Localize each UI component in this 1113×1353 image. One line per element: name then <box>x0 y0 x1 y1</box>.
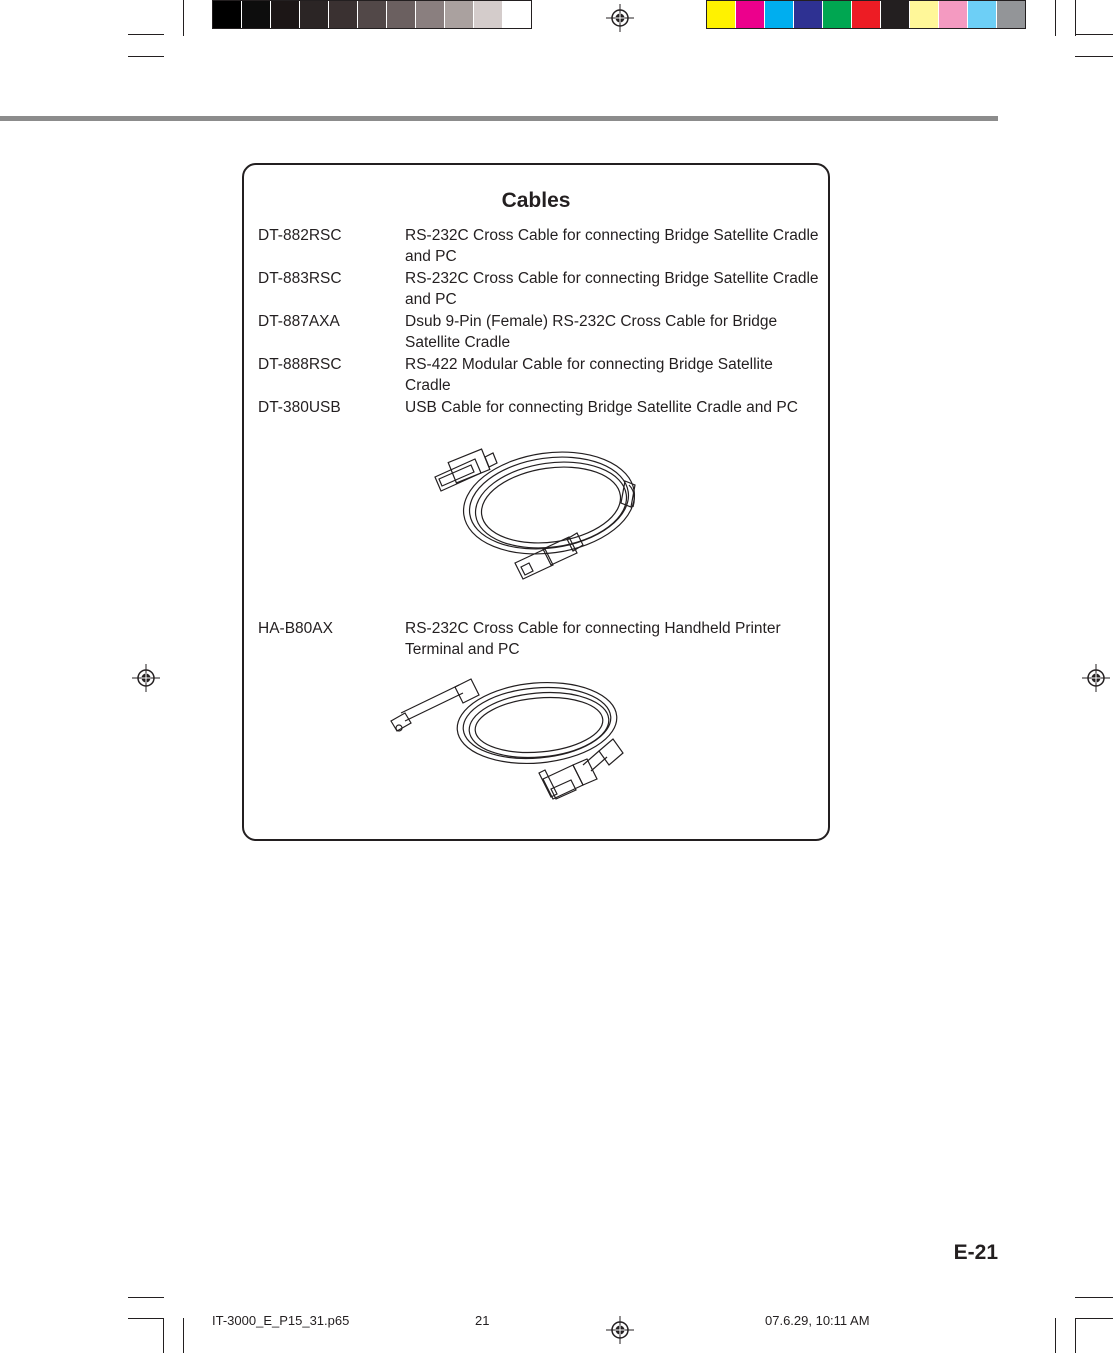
crop-mark <box>1075 1318 1113 1319</box>
color-swatch <box>997 1 1025 28</box>
crop-mark <box>128 56 164 57</box>
color-bar <box>706 0 1026 29</box>
model-description: RS-422 Modular Cable for connecting Bridge Satellite Cradle <box>405 356 773 395</box>
color-swatch <box>707 1 736 28</box>
color-swatch <box>823 1 852 28</box>
header-rule <box>0 116 998 121</box>
crop-mark <box>1055 1318 1056 1353</box>
model-description: USB Cable for connecting Bridge Satellite Cradle and PC <box>405 399 798 416</box>
footer-filename: IT-3000_E_P15_31.p65 <box>212 1313 350 1328</box>
registration-target-icon <box>606 1316 634 1344</box>
registration-target-icon <box>1082 664 1110 692</box>
crop-mark <box>128 1318 164 1319</box>
color-swatch <box>852 1 881 28</box>
footer-timestamp: 07.6.29, 10:11 AM <box>765 1313 870 1328</box>
model-code: DT-887AXA <box>258 313 340 330</box>
printer-cable-illustration <box>387 665 627 810</box>
color-swatch <box>271 1 300 28</box>
color-swatch <box>736 1 765 28</box>
color-swatch <box>503 1 531 28</box>
color-swatch <box>416 1 445 28</box>
color-swatch <box>474 1 503 28</box>
crop-mark <box>1075 34 1113 35</box>
model-description: RS-232C Cross Cable for connecting Handheld Printer Terminal and PC <box>405 620 781 659</box>
color-swatch <box>242 1 271 28</box>
color-swatch <box>213 1 242 28</box>
color-swatch <box>300 1 329 28</box>
color-swatch <box>445 1 474 28</box>
crop-mark <box>1075 56 1113 57</box>
usb-cable-illustration <box>429 435 639 585</box>
section-title: Cables <box>501 189 571 212</box>
color-swatch <box>910 1 939 28</box>
model-code: DT-888RSC <box>258 356 342 373</box>
model-code: HA-B80AX <box>258 620 333 637</box>
color-swatch <box>794 1 823 28</box>
crop-mark <box>1075 1297 1113 1298</box>
crop-mark <box>1055 0 1056 36</box>
crop-mark <box>128 1297 164 1298</box>
crop-mark <box>163 1318 164 1353</box>
color-swatch <box>387 1 416 28</box>
page-number: E-21 <box>953 1241 998 1264</box>
registration-target-icon <box>606 4 634 32</box>
crop-mark <box>183 0 184 36</box>
cables-panel <box>242 163 830 841</box>
model-description: Dsub 9-Pin (Female) RS-232C Cross Cable for Bridge Satellite Cradle <box>405 313 778 352</box>
color-swatch <box>765 1 794 28</box>
crop-mark <box>1075 1318 1076 1353</box>
color-swatch <box>881 1 910 28</box>
crop-mark <box>1075 0 1076 36</box>
color-swatch <box>968 1 997 28</box>
color-swatch <box>329 1 358 28</box>
crop-mark <box>128 34 164 35</box>
model-code: DT-883RSC <box>258 270 342 287</box>
model-code: DT-882RSC <box>258 227 342 244</box>
footer-page: 21 <box>475 1313 490 1328</box>
model-code: DT-380USB <box>258 399 341 416</box>
color-swatch <box>358 1 387 28</box>
grayscale-bar <box>212 0 532 29</box>
registration-target-icon <box>132 664 160 692</box>
model-description: RS-232C Cross Cable for connecting Bridge Satellite Cradle and PC <box>405 270 819 309</box>
model-description: RS-232C Cross Cable for connecting Bridge Satellite Cradle and PC <box>405 227 819 266</box>
color-swatch <box>939 1 968 28</box>
crop-mark <box>183 1318 184 1353</box>
